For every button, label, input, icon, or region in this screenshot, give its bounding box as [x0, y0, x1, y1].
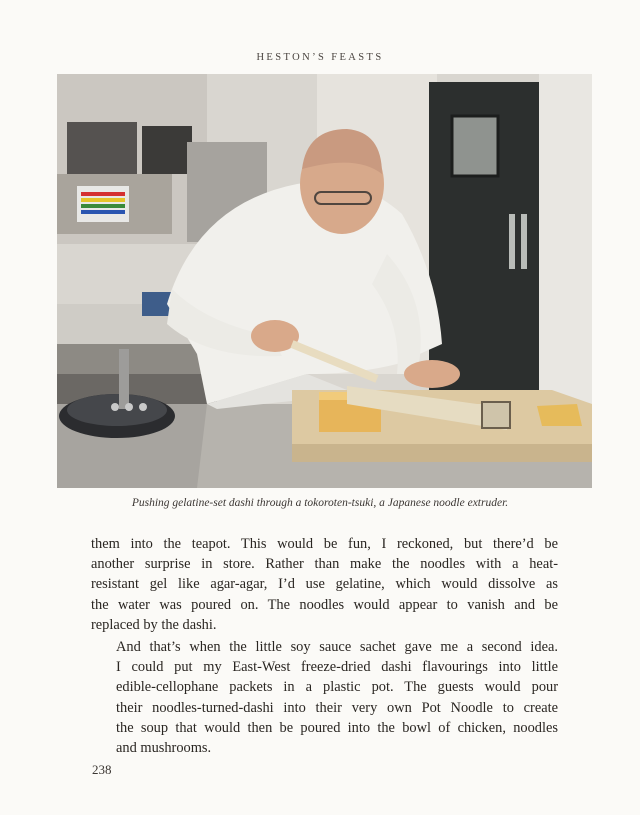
text-line: I could put my East-West freeze-dried dashi flavourings into little	[116, 659, 558, 676]
chef-photo	[57, 74, 592, 488]
paragraph	[91, 534, 558, 635]
text-line: another surprise in store. Rather than make the noodles with a heat-	[91, 556, 558, 573]
text-line: resistant gel like agar-agar, I’d use gelatine, which would dissolve as	[91, 576, 558, 593]
text-line: edible-cellophane packets in a plastic pot. The guests would pour	[116, 679, 558, 696]
text-line: the water was poured on. The noodles would appear to vanish and be	[91, 596, 558, 613]
running-head: HESTON’S FEASTS	[256, 52, 384, 63]
text-line: and mushrooms.	[116, 740, 212, 757]
text-line: them into the teapot. This would be fun, I reckoned, but there’d be	[91, 536, 558, 552]
text-line: replaced by the dashi.	[91, 616, 217, 633]
text-line: And that’s when the little soy sauce sachet gave me a second idea.	[116, 639, 558, 656]
body-text	[91, 534, 558, 758]
text-line: the soup that would then be poured into the bowl of chicken, noodles	[116, 719, 558, 736]
text-line: their noodles-turned-dashi into their very own Pot Noodle to create	[116, 699, 558, 716]
photo-caption: Pushing gelatine-set dashi through a tokoroten-tsuki, a Japanese noodle extruder.	[131, 497, 509, 509]
page-number: 238	[92, 762, 112, 777]
paragraph	[91, 637, 558, 758]
